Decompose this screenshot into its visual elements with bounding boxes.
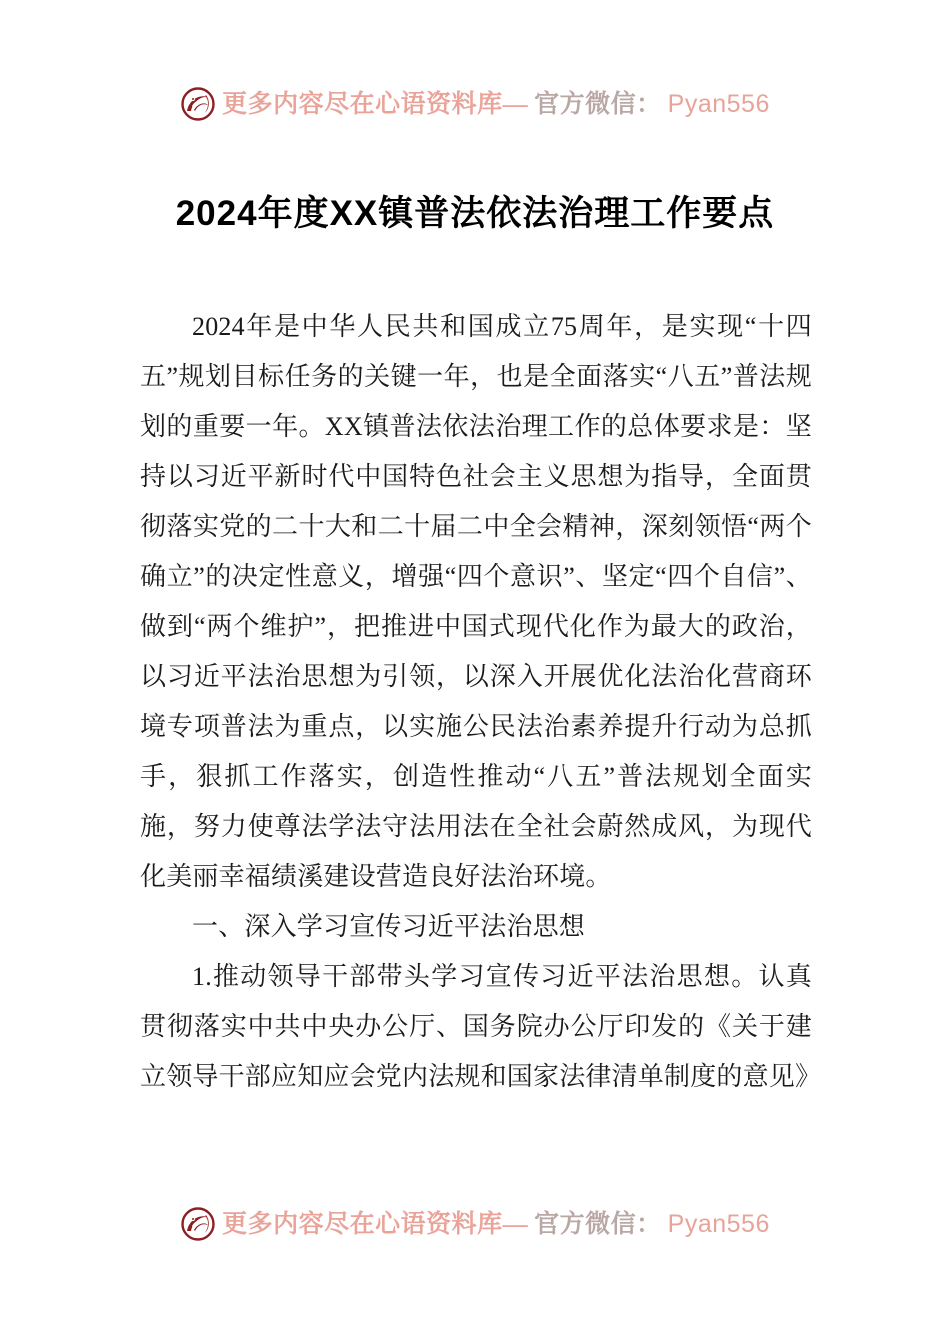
paragraph-item-1: 1.推动领导干部带头学习宣传习近平法治思想。认真贯彻落实中共中央办公厅、国务院办公厅印发的《关于建立领导干部应知应会党内法规和国家法律清单制度的意见》 <box>140 962 822 1091</box>
watermark-channel-label: 官方微信： <box>534 90 662 118</box>
watermark-footer <box>0 1206 950 1242</box>
watermark-wechat-id: Pyan556 <box>667 1209 770 1238</box>
watermark-channel-label: 官方微信： <box>534 1210 662 1238</box>
watermark-brand-text: 更多内容尽在心语资料库— <box>222 90 529 118</box>
xinyu-swirl-logo-icon <box>180 86 216 122</box>
section-heading-one: 一、深入学习宣传习近平法治思想 <box>192 912 586 941</box>
document-body <box>140 302 822 1102</box>
watermark-header <box>0 86 950 122</box>
watermark-wechat-id: Pyan556 <box>667 89 770 118</box>
watermark-brand-text: 更多内容尽在心语资料库— <box>222 1210 529 1238</box>
xinyu-swirl-logo-icon <box>180 1206 216 1242</box>
page-title: 2024年度XX镇普法依法治理工作要点 <box>175 194 775 234</box>
paragraph-overview: 2024年是中华人民共和国成立75周年，是实现“十四五”规划目标任务的关键一年，也是全面落实“八五”普法规划的重要一年。XX镇普法依法治理工作的总体要求是：坚持以习近平新时代中国特色社会主义思想为指导，全面贯彻落实党的二十大和二十届二中全会精神，深刻领悟“两个确立”的决定性意义，增强“四个意识”、坚定“四个自信”、做到“两个维护”，把推进中国式现代化作为最大的政治，以习近平法治思想为引领，以深入开展优化法治化营商环境专项普法为重点，以实施公民法治素养提升行动为总抓手，狠抓工作落实，创造性推动“八五”普法规划全面实施，努力使尊法学法守法用法在全社会蔚然成风，为现代化美丽幸福绩溪建设营造良好法治环境。 <box>140 312 812 891</box>
